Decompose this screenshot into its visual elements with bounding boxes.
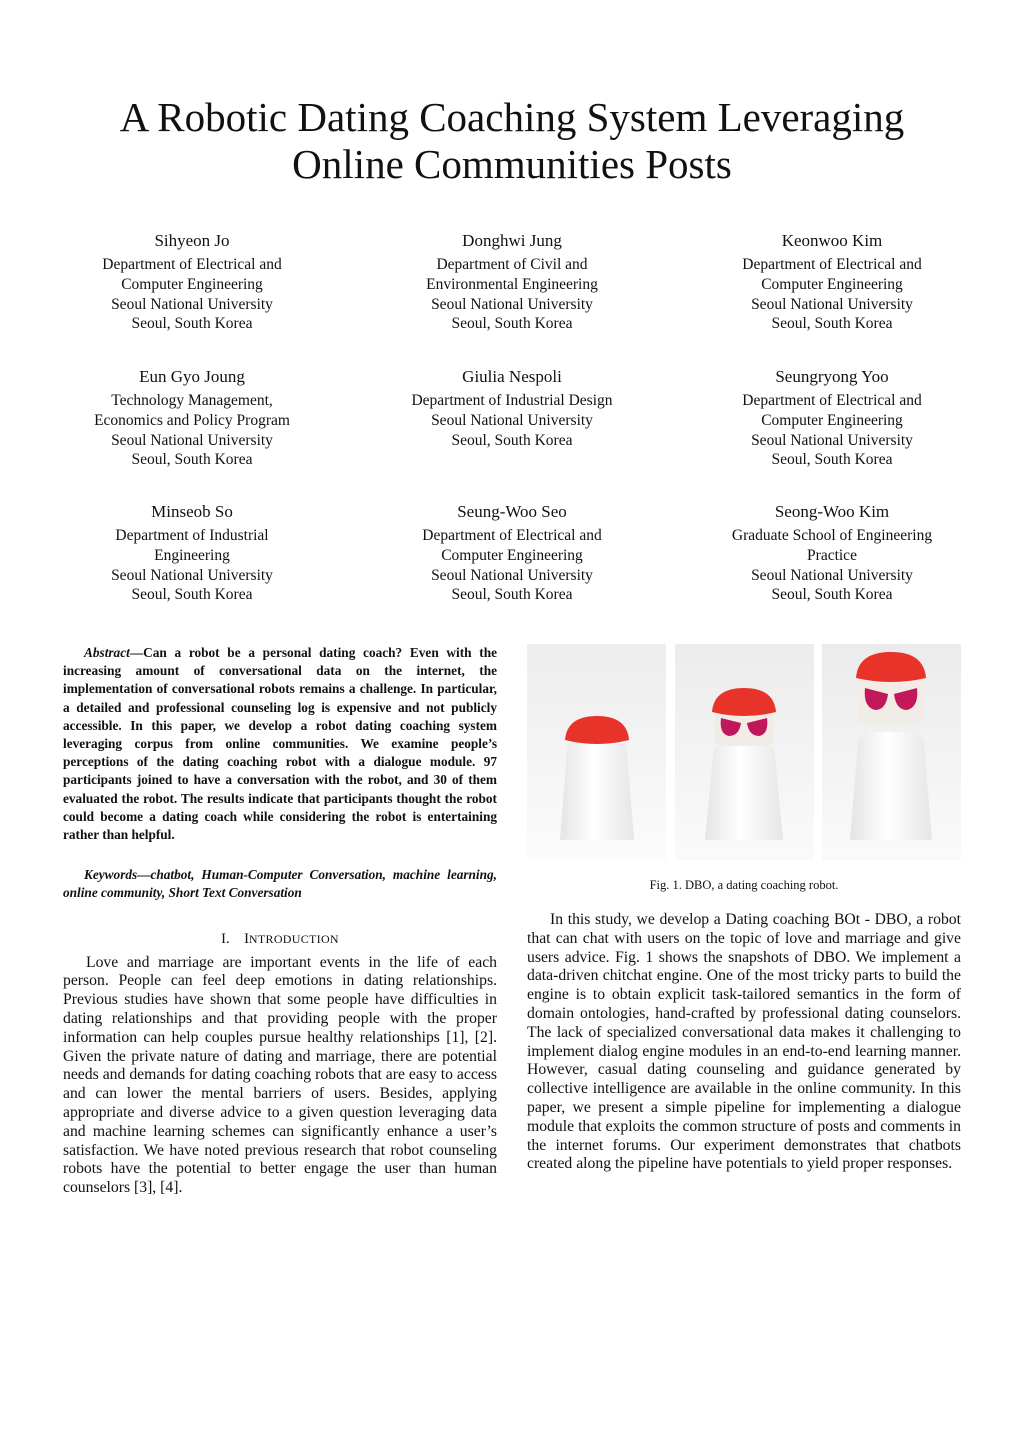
author-affiliation-line: Seoul National University bbox=[431, 566, 593, 584]
author-name: Seung-Woo Seo bbox=[457, 502, 567, 521]
abstract bbox=[63, 644, 497, 844]
author-name: Donghwi Jung bbox=[462, 231, 562, 250]
author-affiliation-line: Department of Industrial Design bbox=[411, 392, 613, 409]
author-affiliation-line: Department of Electrical and bbox=[742, 392, 922, 409]
left-column bbox=[63, 644, 497, 1198]
title-line-2: Online Communities Posts bbox=[292, 141, 732, 187]
figure-photo-2 bbox=[675, 644, 814, 860]
author-affiliation-line: Seoul, South Korea bbox=[771, 586, 893, 604]
author-block bbox=[42, 230, 342, 334]
author-affiliation-line: Seoul, South Korea bbox=[451, 586, 573, 604]
author-affiliation-line: Computer Engineering bbox=[761, 275, 903, 293]
author-affiliation-line: Graduate School of Engineering bbox=[731, 527, 933, 544]
author-affiliation-line: Seoul, South Korea bbox=[131, 451, 253, 469]
author-affiliation-line: Engineering bbox=[154, 546, 230, 564]
author-affiliation-line: Environmental Engineering bbox=[426, 275, 598, 293]
author-affiliation-line: Computer Engineering bbox=[441, 546, 583, 564]
author-block bbox=[682, 501, 982, 605]
figure-photo-1 bbox=[527, 644, 666, 860]
author-affiliation-line: Seoul National University bbox=[111, 295, 273, 313]
author-affiliation-line: Seoul, South Korea bbox=[451, 315, 573, 333]
author-affiliation-line: Seoul National University bbox=[111, 566, 273, 584]
author-affiliation-line: Seoul National University bbox=[431, 411, 593, 429]
author-affiliation-line: Seoul, South Korea bbox=[771, 315, 893, 333]
author-block bbox=[682, 230, 982, 334]
author-affiliation-line: Technology Management, bbox=[111, 392, 273, 409]
author-name: Keonwoo Kim bbox=[781, 231, 883, 250]
author-name: Minseob So bbox=[151, 502, 233, 521]
author-affiliation-line: Economics and Policy Program bbox=[94, 411, 290, 429]
author-block bbox=[362, 366, 662, 450]
robot-closed-image bbox=[527, 644, 666, 860]
abstract-text: Can a robot be a personal dating coach? Even with the increasing amount of conversational data on the internet, the implementation of conversational robots remains a challenge. In particular, a detailed and professional counseling log is expensive and not publicly accessible. In this paper, we develop a robot dating coaching system leveraging corpus from online communities. We examine people’s perceptions of the dating coaching robot with a dialogue module. 97 participants joined to have a conversation with the robot, and 30 of them evaluated the robot. The results indicate that participants thought the robot could become a dating coach while considering the robot is entertaining rather than helpful. bbox=[63, 645, 497, 843]
abstract-dash: — bbox=[129, 645, 144, 660]
author-name: Seong-Woo Kim bbox=[774, 502, 890, 521]
abstract-lead: Abstract bbox=[84, 645, 130, 660]
section-title-initial: I bbox=[244, 930, 249, 947]
section-numeral: I. bbox=[221, 930, 230, 947]
author-affiliation-line: Seoul National University bbox=[431, 295, 593, 313]
robot-half-open-image bbox=[675, 644, 814, 860]
author-affiliation-line: Computer Engineering bbox=[761, 411, 903, 429]
author-name: Sihyeon Jo bbox=[154, 231, 230, 250]
author-affiliation-line: Department of Electrical and bbox=[422, 527, 602, 544]
title-line-1: A Robotic Dating Coaching System Leveraging bbox=[119, 94, 905, 140]
author-affiliation-line: Practice bbox=[807, 546, 857, 564]
author-affiliation-line: Seoul, South Korea bbox=[451, 431, 573, 449]
right-paragraph: In this study, we develop a Dating coaching BOt - DBO, a robot that can chat with users on the topic of love and marriage and give users advice. Fig. 1 shows the snapshots of DBO. We implement a data-driven chitchat engine. One of the most tricky parts to build the engine is to obtain explicit task-tailored semantics in the form of domain ontologies, hand-crafted by professional dating counselors. The lack of specialized conversational data makes it challenging to implement dialog engine modules in an end-to-end learning manner. However, casual dating counseling and guidance generated by collective intelligence are available in the online community. In this paper, we present a simple pipeline for implementing a dialogue module that exploits the common structure of posts and comments in the internet forums. Our experiment demonstrates that chatbots created along the pipeline have potentials to yield proper responses. bbox=[527, 911, 961, 1173]
author-block bbox=[362, 501, 662, 605]
author-name: Giulia Nespoli bbox=[462, 367, 562, 386]
author-block bbox=[682, 366, 982, 470]
author-affiliation-line: Seoul National University bbox=[111, 431, 273, 449]
keywords: Keywords—chatbot, Human-Computer Conversation, machine learning, online community, Short Text Conversation bbox=[63, 867, 497, 901]
paper-title bbox=[0, 94, 1024, 188]
author-affiliation-line: Computer Engineering bbox=[121, 275, 263, 293]
right-column bbox=[527, 911, 961, 1174]
section-heading-introduction bbox=[63, 929, 497, 949]
author-affiliation-line: Seoul National University bbox=[751, 431, 913, 449]
author-affiliation-line: Department of Electrical and bbox=[742, 256, 922, 273]
section-title-rest: NTRODUCTION bbox=[248, 931, 339, 946]
author-affiliation-line: Seoul National University bbox=[751, 295, 913, 313]
author-block bbox=[42, 501, 342, 605]
author-affiliation-line: Seoul National University bbox=[751, 566, 913, 584]
author-name: Seungryong Yoo bbox=[775, 367, 889, 386]
author-block bbox=[42, 366, 342, 470]
author-affiliation-line: Department of Industrial bbox=[115, 527, 269, 544]
robot-open-image bbox=[822, 644, 961, 860]
author-affiliation-line: Department of Civil and bbox=[436, 256, 588, 273]
author-affiliation-line: Seoul, South Korea bbox=[131, 315, 253, 333]
figure-caption: Fig. 1. DBO, a dating coaching robot. bbox=[649, 878, 839, 892]
intro-paragraph: Love and marriage are important events in the life of each person. People can feel deep emotions in dating relationships. Previous studies have shown that some people have difficulties in dating relationships and that providing people with the proper information can help couples pursue healthy relationships [1], [2]. Given the private nature of dating and marriage, there are potential needs and demands for dating coaching robots that are easy to access and can lower the mental barriers of users. Besides, applying appropriate and diverse advice to a given question leveraging data and machine learning schemes can significantly enhance a user’s satisfaction. We have noted previous research that robot counseling robots have the potential to better engage the user than human counselors [3], [4]. bbox=[63, 953, 497, 1197]
author-affiliation-line: Seoul, South Korea bbox=[131, 586, 253, 604]
author-block bbox=[362, 230, 662, 334]
author-affiliation-line: Seoul, South Korea bbox=[771, 451, 893, 469]
figure-photo-3 bbox=[822, 644, 961, 860]
author-affiliation-line: Department of Electrical and bbox=[102, 256, 282, 273]
author-name: Eun Gyo Joung bbox=[139, 367, 245, 386]
